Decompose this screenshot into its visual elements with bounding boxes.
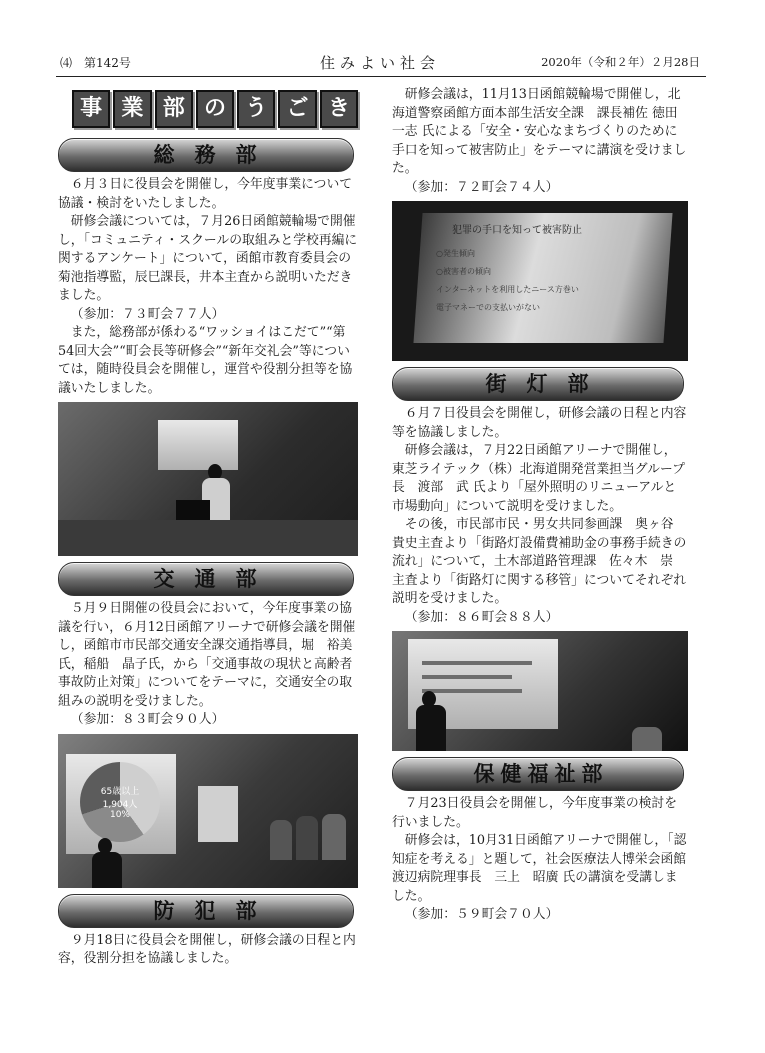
gaitou-para-3: その後，市民部市民・男女共同参画課 奥ヶ谷 貴史主査より「街路灯設備費補助金の事務手続きの流れ」について，土木部道路管理課 佐々木 崇 主査より「街路灯に関する移管」についてそれぞれ説明を受けました。 [392,517,687,606]
slide-bullet: 電子マネーでの支払いがない [436,303,540,312]
photo-gaitou-lecture [392,631,688,751]
section-banner-bouhan: 防犯部 [58,894,354,928]
section-banner-hoken: 保健福祉部 [392,757,684,791]
bouhan-participation: （参加：７２町会７４人） [404,179,559,195]
masthead-char: う [237,90,275,128]
koutsu-para-1: ５月９日開催の役員会において，今年度事業の協議を行い，６月12日函館アリーナで研修会議を開催し，函館市市民部交通安全課交通指導員，堀 裕美氏，稲船 晶子氏，から「交通事故の現状と高齢者事故防止対策」についてをテーマに，交通安全の取組みの説明を受けました。 [58,601,356,709]
slide-pie-center: 65歳以上 [100,786,140,797]
hoken-participation: （参加：５９町会７０人） [404,907,559,922]
masthead [72,90,358,128]
hoken-para-1: ７月23日役員会を開催し，今年度事業の検討を行いました。 [392,796,678,830]
audience-figure [270,820,292,860]
koutsu-participation: （参加：８３町会９０人） [70,712,225,727]
projection-screen [158,420,238,470]
speaker-figure [416,705,446,751]
soumu-para-3: また，総務部が係わる“ワッショイはこだて”“第54回大会”“町会長等研修会”“新年交礼会”等については，随時役員会を開催し，運営や役割分担等を協議いたしました。 [58,325,353,396]
section-banner-gaitou: 街灯部 [392,367,684,401]
soumu-participation: （参加：７３町会７７人） [70,306,225,322]
right-column [392,86,691,925]
slide-line [422,689,522,693]
slide-bullet: ○被害者の傾向 [436,267,491,276]
speaker-figure [92,852,122,888]
masthead-char: 業 [113,90,151,128]
audience-figure [296,816,318,860]
masthead-char: き [320,90,358,128]
photo-koutsu-lecture [58,734,358,888]
gaitou-para-2: 研修会議は，７月22日函館アリーナで開催し，東芝ライテック（株）北海道開発営業担当グループ長 渡部 武 氏より「屋外照明のリニューアルと市場動向」について説明を受けました。 [392,443,685,514]
slide-pie-pct: 10% [109,809,130,820]
slide-bullets [436,245,579,317]
audience-figure [322,814,346,860]
masthead-char: の [196,90,234,128]
slide-line [422,675,512,679]
slide-pie-count: 1,904人 [102,799,138,810]
section-banner-soumu: 総務部 [58,138,354,172]
masthead-char: ご [278,90,316,128]
page-header [60,52,700,74]
hoken-para-2: 研修会は，10月31日函館アリーナで開催し，「認知症を考える」と題して，社会医療法人博栄会函館渡辺病院理事長 三上 昭廣 氏の講演を受講しました。 [392,833,687,904]
bouhan-para-2: 研修会議は，11月13日函館競輪場で開催し，北海道警察函館方面本部生活安全課 課長補佐 徳田 一志 氏による「安全・安心なまちづくりのために手口を知って被害防止」をテーマに講演を受けました。 [392,87,691,176]
slide-line [422,661,532,665]
newsletter-title: 住みよい社会 [319,54,440,72]
slide-pie-labels [88,784,152,820]
soumu-para-1: ６月３日に役員会を開催し，今年度事業について協議・検討をいたしました。 [58,177,353,211]
masthead-char: 部 [155,90,193,128]
doorway [198,786,238,842]
slide-bullet: ○発生傾向 [436,249,475,258]
section-banner-koutsu: 交通部 [58,562,354,596]
masthead-char: 事 [72,90,110,128]
soumu-para-2: 研修会議については，７月26日函館競輪場で開催し，「コミュニティ・スクールの取組みと学校再編に関するアンケート」について，函館市教育委員会の菊池指導監，辰巳課長，井本主査から説明いただきました。 [58,214,358,303]
gaitou-participation: （参加：８６町会８８人） [404,609,559,625]
page-number: ⑷ 第142号 [60,56,131,70]
gaitou-para-1: ６月７日役員会を開催し，研修会議の日程と内容等を協議しました。 [392,406,687,440]
slide-title: 犯罪の手口を知って被害防止 [452,225,582,236]
left-column [58,86,358,969]
issue-date: 2020年（令和２年）２月28日 [541,55,700,69]
bouhan-para-1: ９月18日に役員会を開催し，研修会議の日程と内容，役割分担を協議しました。 [58,932,356,966]
photo-soumu-lecture [58,402,358,556]
header-rule [56,76,706,77]
audience-figure [632,727,662,751]
stage-floor [58,520,358,556]
slide-bullet: インターネットを利用したニース方巻い [436,285,579,294]
photo-bouhan-slide [392,201,688,361]
